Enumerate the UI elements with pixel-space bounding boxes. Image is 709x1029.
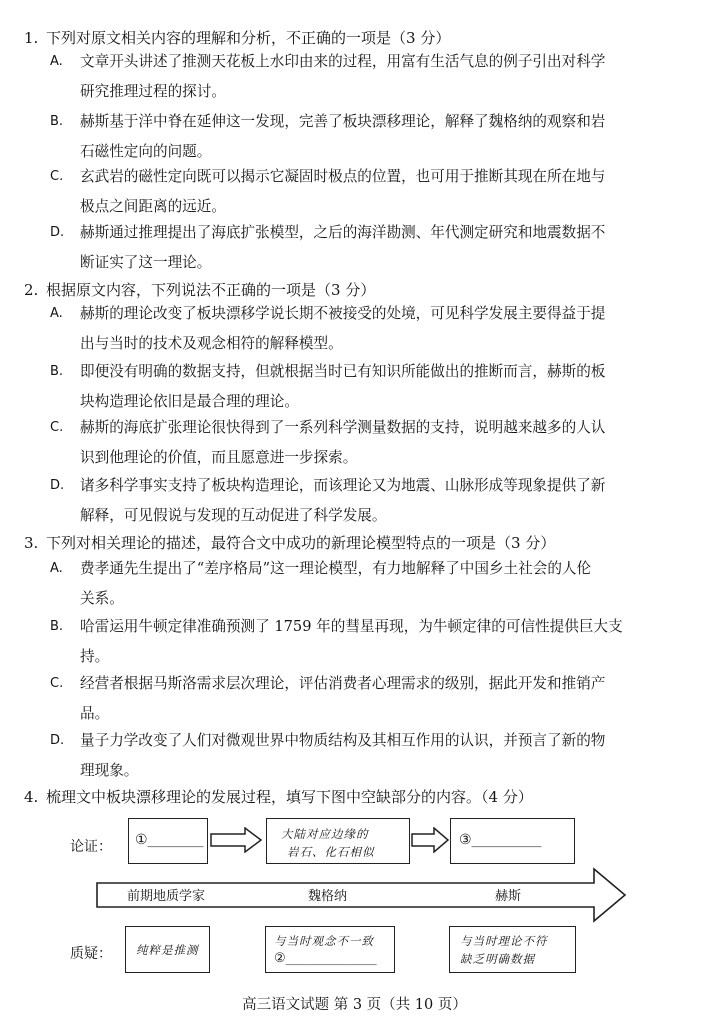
blank-1: ①________ [135,832,204,848]
question-box-1 [125,926,210,973]
option-letter: D. [50,478,65,493]
timeline-label-1: 前期地质学家 [127,889,206,904]
option-line: 文章开头讲述了推测天花板上水印由来的过程，用富有生活气息的例子引出对科学 [80,53,606,70]
option-line: 理现象。 [80,761,139,779]
option-line: 赫斯基于洋中脊在延伸这一发现，完善了板块漂移理论，解释了魏格纳的观察和岩 [80,113,606,130]
option-line: 赫斯的理论改变了板块漂移学说长期不被接受的处境，可见科学发展主要得益于提 [80,305,606,322]
right-arrow-icon [209,827,265,853]
option-letter: C. [50,676,64,691]
option-line: 品。 [80,704,110,722]
timeline-label-2: 魏格纳 [308,889,348,904]
option-line: 研究推理过程的探讨。 [80,82,226,100]
argument-label: 论证： [70,839,112,855]
question-text: 梳理文中板块漂移理论的发展过程，填写下图中空缺部分的内容。（4 分） [46,788,533,806]
option-line: 关系。 [80,589,124,607]
blank-2: ②______________ [274,951,377,966]
question-box-2 [265,926,395,973]
q-box3-line-1: 与当时理论不符 [460,934,548,948]
option-letter: B. [50,364,64,379]
argument-box-2 [266,818,410,864]
q-box3-line-2: 缺乏明确数据 [460,952,535,966]
question-label: 质疑： [70,946,112,962]
option-line: 玄武岩的磁性定向既可以揭示它凝固时极点的位置，也可用于推断其现在所在地与 [80,168,606,185]
page-footer: 高三语文试题 第 3 页（共 10 页） [242,997,467,1013]
q-box1-text: 纯粹是推测 [136,943,199,957]
question-number: 2. [24,281,39,299]
option-letter: A. [50,561,63,576]
option-line: 量子力学改变了人们对微观世界中物质结构及其相互作用的认识，并预言了新的物 [80,732,606,749]
argument-box-3 [450,818,575,864]
box2-line-1: 大陆对应边缘的 [281,827,369,841]
option-line: 哈雷运用牛顿定律准确预测了 1759 年的彗星再现，为牛顿定律的可信性提供巨大支 [80,618,623,635]
question-text: 下列对原文相关内容的理解和分析，不正确的一项是（3 分） [46,29,451,47]
argument-box-1 [128,818,208,864]
timeline-label-3: 赫斯 [495,889,522,904]
question-number: 1. [24,29,39,47]
option-line: 石磁性定向的问题。 [80,142,212,160]
question-box-3 [449,926,576,973]
option-line: 诸多科学事实支持了板块构造理论，而该理论又为地震、山脉形成等现象提供了新 [80,477,606,494]
option-letter: C. [50,420,64,435]
question-number: 4. [24,788,39,806]
question-number: 3. [24,534,39,552]
option-line: 赫斯通过推理提出了海底扩张模型，之后的海洋勘测、年代测定研究和地震数据不 [80,224,606,241]
option-letter: D. [50,733,65,748]
option-letter: C. [50,169,64,184]
option-line: 即便没有明确的数据支持，但就根据当时已有知识所能做出的推断而言，赫斯的板 [80,363,606,380]
option-letter: A. [50,306,63,321]
option-line: 赫斯的海底扩张理论很快得到了一系列科学测量数据的支持，说明越来越多的人认 [80,419,606,436]
option-line: 持。 [80,647,110,665]
option-letter: B. [50,619,64,634]
option-line: 解释，可见假说与发现的互动促进了科学发展。 [80,506,387,524]
question-text: 下列对相关理论的描述，最符合文中成功的新理论模型特点的一项是（3 分） [46,534,556,552]
option-line: 识到他理论的价值，而且愿意进一步探索。 [80,448,358,466]
q-box2-line-1: 与当时观念不一致 [274,934,374,948]
blank-3: ③__________ [459,832,542,848]
option-letter: A. [50,54,63,69]
option-line: 经营者根据马斯洛需求层次理论，评估消费者心理需求的级别，据此开发和推销产 [80,675,606,692]
option-line: 费孝通先生提出了“差序格局”这一理论模型，有力地解释了中国乡土社会的人伦 [80,560,592,577]
option-line: 出与当时的技术及观念相符的解释模型。 [80,334,343,352]
right-arrow-icon [410,827,452,853]
option-letter: B. [50,114,64,129]
option-line: 块构造理论依旧是最合理的理论。 [80,392,299,410]
option-line: 断证实了这一理论。 [80,253,212,271]
option-letter: D. [50,225,65,240]
option-line: 极点之间距离的远近。 [80,197,226,215]
box2-line-2: 岩石、化石相似 [287,845,375,859]
question-text: 根据原文内容，下列说法不正确的一项是（3 分） [46,281,376,299]
